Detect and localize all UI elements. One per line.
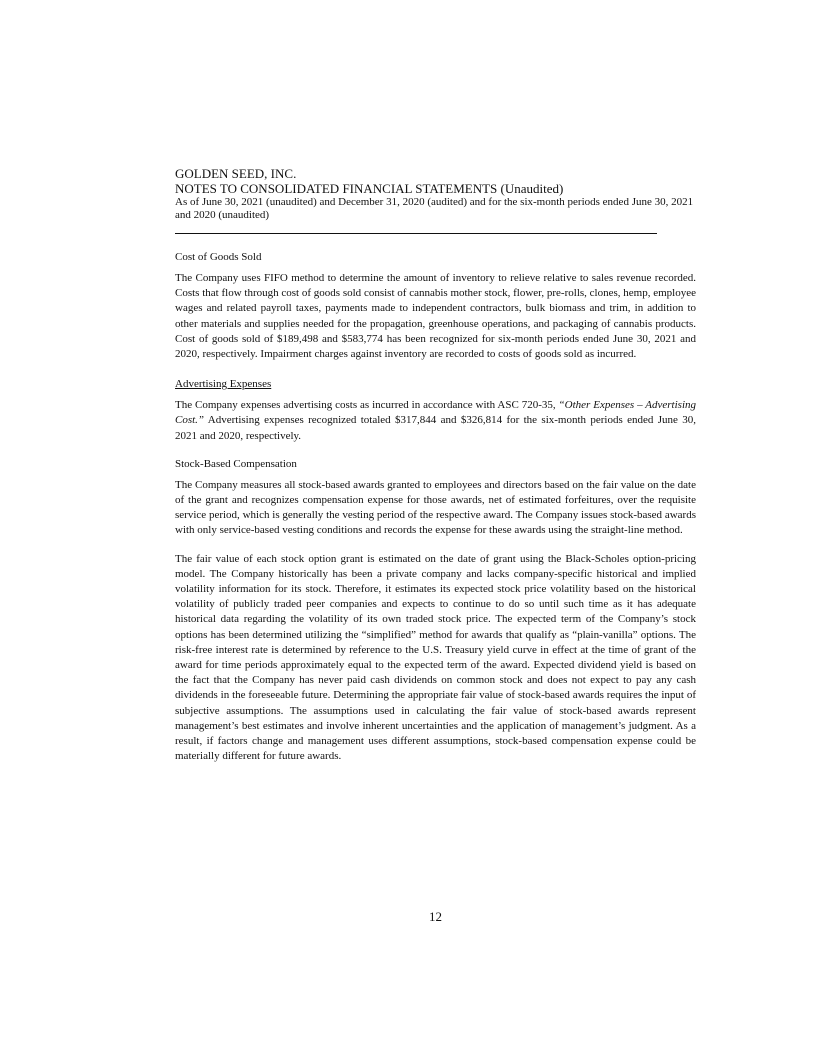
advertising-asc-title: “Other Expenses – Advertising Cost.”	[175, 399, 696, 427]
advertising-text-start: The Company expenses advertising costs as incurred in accordance with ASC 720-35,	[175, 399, 559, 412]
page-number: 12	[429, 909, 442, 924]
document-title: NOTES TO CONSOLIDATED FINANCIAL STATEMENTS (Unaudited)	[175, 181, 564, 196]
stock-comp-section-title: Stock-Based Compensation	[175, 457, 297, 470]
cogs-paragraph: The Company uses FIFO method to determine the amount of inventory to relieve relative to sales revenue recorded. Costs that flow through cost of goods sold consist of cannabis mother stock, flower, pre-rolls, clones, hemp, employee wages and related payroll taxes, payments made to independent contractors, bulk biomass and trim, in addition to other materials and supplies needed for the propagation, greenhouse operations, and packaging of cannabis products. Cost of goods sold of $189,498 and $583,774 has been recognized for six-month periods ended June 30, 2021 and 2020, respectively. Impairment charges against inventory are recorded to costs of goods sold as incurred.	[175, 272, 696, 361]
stock-comp-paragraph-1: The Company measures all stock-based awards granted to employees and directors based on the fair value on the date of the grant and recognizes compensation expense for those awards, net of estimated forfeitures, over the requisite service period, which is generally the vesting period of the respective award. The Company issues stock-based awards with only service-based vesting conditions and records the expense for these awards using the straight-line method.	[175, 478, 696, 537]
spacer	[175, 444, 696, 458]
spacer	[175, 539, 696, 552]
advertising-section-title: Advertising Expenses	[175, 378, 272, 391]
company-name: GOLDEN SEED, INC.	[175, 166, 297, 181]
period-description: As of June 30, 2021 (unaudited) and December 31, 2020 (audited) and for the six-month periods ended June 30, 2021 and 2020 (unaudited)	[175, 196, 694, 221]
stock-comp-paragraph-2: The fair value of each stock option grant is estimated on the date of grant using the Black-Scholes option-pricing model. The Company historically has been a private company and lacks company-specific historical and implied volatility information for its stock. Therefore, it estimates its expected stock price volatility based on the historical volatility of publicly traded peer companies and expects to continue to do so until such time as it has adequate historical data regarding the volatility of its own traded stock price. The expected term of the Company’s stock options has been determined utilizing the “simplified” method for awards that qualify as “plain-vanilla” options. The risk-free interest rate is determined by reference to the U.S. Treasury yield curve in effect at the time of grant of the award for time periods approximately equal to the expected term of the award. Expected dividend yield is based on the fact that the Company has never paid cash dividends on common stock and does not expect to pay any cash dividends in the foreseeable future. Determining the appropriate fair value of stock-based awards requires the input of subjective assumptions. The assumptions used in calculating the fair value of stock-based awards represent management’s best estimates and involve inherent uncertainties and the application of management’s judgment. As a result, if factors change and management uses different assumptions, stock-based compensation expense could be materially different for future awards.	[175, 552, 696, 763]
advertising-text-end: Advertising expenses recognized totaled $317,844 and $326,814 for the six-month periods ended June 30, 2021 and 2020, respectively.	[175, 414, 696, 442]
document-page	[175, 166, 696, 764]
advertising-paragraph	[175, 398, 696, 444]
cogs-section-title: Cost of Goods Sold	[175, 251, 262, 263]
header-divider	[175, 233, 657, 234]
spacer	[175, 362, 696, 378]
